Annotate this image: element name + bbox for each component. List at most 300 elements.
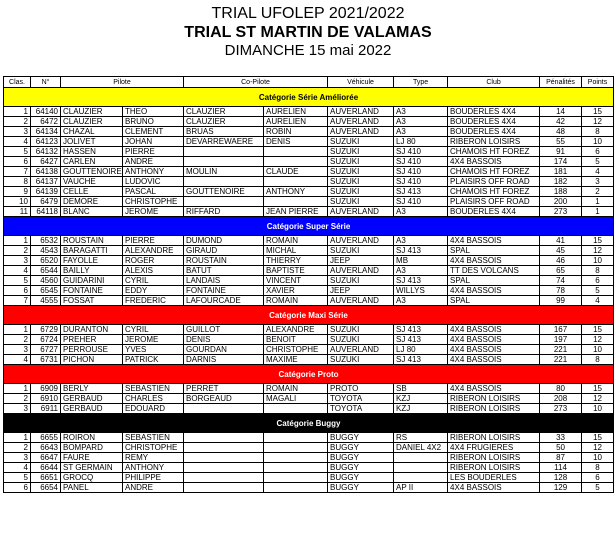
table-row [4, 325, 614, 335]
table-row [4, 286, 614, 296]
cell-copilot-lastname: LANDAIS [184, 276, 264, 286]
col-header-rank: Clas. [4, 77, 31, 88]
cell-type [394, 463, 448, 473]
cell-pilot-lastname: BLANC [61, 207, 123, 217]
cell-club: RIBERON LOISIRS [448, 463, 540, 473]
cell-pilot-lastname: JOLIVET [61, 137, 123, 147]
cell-points: 15 [582, 236, 614, 246]
cell-copilot-lastname [184, 443, 264, 453]
cell-copilot-lastname: CLAUZIER [184, 117, 264, 127]
category-title: Catégorie Super Série [4, 217, 614, 236]
table-row [4, 117, 614, 127]
cell-vehicle: SUZUKI [328, 157, 394, 167]
cell-penalties: 188 [540, 187, 582, 197]
cell-rank: 3 [4, 127, 31, 137]
cell-copilot-firstname: MAGALI [264, 394, 328, 404]
cell-penalties: 46 [540, 256, 582, 266]
cell-vehicle: BUGGY [328, 483, 394, 493]
cell-rank: 6 [4, 286, 31, 296]
cell-penalties: 14 [540, 107, 582, 117]
cell-vehicle: BUGGY [328, 443, 394, 453]
cell-points: 5 [582, 483, 614, 493]
cell-copilot-firstname [264, 453, 328, 463]
cell-penalties: 208 [540, 394, 582, 404]
cell-points: 15 [582, 107, 614, 117]
cell-vehicle: SUZUKI [328, 355, 394, 365]
cell-points: 10 [582, 137, 614, 147]
table-row [4, 207, 614, 217]
category-title: Catégorie Série Améliorée [4, 88, 614, 107]
cell-points: 8 [582, 127, 614, 137]
table-row [4, 246, 614, 256]
cell-penalties: 128 [540, 473, 582, 483]
event-date: DIMANCHE 15 mai 2022 [224, 42, 392, 59]
cell-penalties: 80 [540, 384, 582, 394]
cell-points: 15 [582, 433, 614, 443]
cell-copilot-lastname [184, 463, 264, 473]
cell-penalties: 41 [540, 236, 582, 246]
cell-penalties: 174 [540, 157, 582, 167]
cell-pilot-firstname: FREDERIC [123, 296, 184, 306]
cell-pilot-firstname: PATRICK [123, 355, 184, 365]
cell-pilot-lastname: BAILLY [61, 266, 123, 276]
cell-copilot-lastname: BORGEAUD [184, 394, 264, 404]
cell-penalties: 65 [540, 266, 582, 276]
cell-type: MB [394, 256, 448, 266]
cell-points: 8 [582, 266, 614, 276]
table-row [4, 404, 614, 414]
cell-number: 6643 [31, 443, 61, 453]
cell-vehicle: JEEP [328, 256, 394, 266]
table-row [4, 433, 614, 443]
table-row [4, 355, 614, 365]
cell-club: 4X4 BASSOIS [448, 325, 540, 335]
cell-club: CHAMOIS HT FOREZ [448, 167, 540, 177]
cell-pilot-lastname: FONTAINE [61, 286, 123, 296]
cell-number: 6729 [31, 325, 61, 335]
cell-number: 6427 [31, 157, 61, 167]
cell-penalties: 48 [540, 127, 582, 137]
cell-vehicle: SUZUKI [328, 335, 394, 345]
cell-club: 4X4 BASSOIS [448, 157, 540, 167]
cell-vehicle: SUZUKI [328, 137, 394, 147]
cell-copilot-firstname: VINCENT [264, 276, 328, 286]
cell-copilot-lastname [184, 177, 264, 187]
cell-pilot-lastname: ROUSTAIN [61, 236, 123, 246]
cell-pilot-firstname: JEROME [123, 335, 184, 345]
cell-pilot-firstname: REMY [123, 453, 184, 463]
cell-number: 6545 [31, 286, 61, 296]
cell-copilot-lastname: MOULIN [184, 167, 264, 177]
cell-type: WILLYS [394, 286, 448, 296]
cell-points: 8 [582, 355, 614, 365]
cell-pilot-lastname: GERBAUD [61, 404, 123, 414]
cell-number: 6727 [31, 345, 61, 355]
cell-club: LES BOUDERLES [448, 473, 540, 483]
cell-penalties: 200 [540, 197, 582, 207]
cell-points: 6 [582, 276, 614, 286]
category-header-row [4, 88, 614, 107]
cell-type: A3 [394, 117, 448, 127]
col-header-copilot: Co-Pilote [184, 77, 328, 88]
cell-copilot-lastname [184, 483, 264, 493]
table-row [4, 177, 614, 187]
cell-copilot-firstname [264, 147, 328, 157]
cell-number: 6911 [31, 404, 61, 414]
cell-points: 3 [582, 177, 614, 187]
cell-copilot-firstname: JEAN PIERRE [264, 207, 328, 217]
cell-pilot-firstname: CLEMENT [123, 127, 184, 137]
cell-pilot-firstname: PIERRE [123, 236, 184, 246]
cell-type [394, 473, 448, 483]
cell-type: SJ 413 [394, 276, 448, 286]
cell-club: CHAMOIS HT FOREZ [448, 187, 540, 197]
table-row [4, 236, 614, 246]
cell-pilot-lastname: ST GERMAIN [61, 463, 123, 473]
col-header-number: N° [31, 77, 61, 88]
table-row [4, 335, 614, 345]
cell-copilot-lastname: DUMOND [184, 236, 264, 246]
cell-pilot-lastname: DEMORE [61, 197, 123, 207]
cell-penalties: 87 [540, 453, 582, 463]
cell-points: 10 [582, 453, 614, 463]
cell-penalties: 221 [540, 345, 582, 355]
cell-copilot-firstname [264, 443, 328, 453]
cell-pilot-lastname: CLAUZIER [61, 107, 123, 117]
cell-pilot-lastname: FAURE [61, 453, 123, 463]
cell-type: A3 [394, 107, 448, 117]
cell-points: 12 [582, 335, 614, 345]
cell-type: LJ 80 [394, 345, 448, 355]
cell-rank: 7 [4, 167, 31, 177]
table-row [4, 463, 614, 473]
cell-club: BOUDERLES 4X4 [448, 117, 540, 127]
cell-type: SJ 410 [394, 167, 448, 177]
cell-club: BOUDERLES 4X4 [448, 107, 540, 117]
cell-vehicle: SUZUKI [328, 276, 394, 286]
table-row [4, 167, 614, 177]
cell-copilot-firstname: ROMAIN [264, 296, 328, 306]
cell-points: 6 [582, 473, 614, 483]
cell-rank: 7 [4, 296, 31, 306]
cell-copilot-lastname: RIFFARD [184, 207, 264, 217]
cell-club: CHAMOIS HT FOREZ [448, 147, 540, 157]
cell-club: 4X4 BASSOIS [448, 384, 540, 394]
table-row [4, 443, 614, 453]
cell-number: 6644 [31, 463, 61, 473]
cell-type: A3 [394, 266, 448, 276]
cell-pilot-firstname: ANTHONY [123, 167, 184, 177]
cell-vehicle: BUGGY [328, 463, 394, 473]
cell-number: 4543 [31, 246, 61, 256]
cell-copilot-lastname: FONTAINE [184, 286, 264, 296]
cell-copilot-lastname: GOUTTENOIRE [184, 187, 264, 197]
cell-rank: 2 [4, 117, 31, 127]
cell-pilot-lastname: BOMPARD [61, 443, 123, 453]
col-header-club: Club [448, 77, 540, 88]
cell-copilot-firstname [264, 404, 328, 414]
cell-penalties: 221 [540, 355, 582, 365]
cell-vehicle: SUZUKI [328, 197, 394, 207]
cell-number: 6520 [31, 256, 61, 266]
cell-rank: 6 [4, 157, 31, 167]
table-row [4, 187, 614, 197]
cell-rank: 6 [4, 483, 31, 493]
cell-copilot-lastname [184, 157, 264, 167]
cell-copilot-lastname [184, 404, 264, 414]
cell-vehicle: SUZUKI [328, 246, 394, 256]
cell-copilot-firstname: CLAUDE [264, 167, 328, 177]
cell-copilot-lastname: ROUSTAIN [184, 256, 264, 266]
cell-rank: 4 [4, 266, 31, 276]
cell-rank: 3 [4, 256, 31, 266]
cell-penalties: 78 [540, 286, 582, 296]
cell-club: PLAISIRS OFF ROAD [448, 197, 540, 207]
event-title: TRIAL ST MARTIN DE VALAMAS [184, 24, 432, 41]
cell-pilot-firstname: JEROME [123, 207, 184, 217]
cell-rank: 1 [4, 433, 31, 443]
cell-club: SPAL [448, 276, 540, 286]
table-row [4, 256, 614, 266]
cell-club: RIBERON LOISIRS [448, 404, 540, 414]
cell-points: 1 [582, 197, 614, 207]
cell-type: DANIEL 4X2 [394, 443, 448, 453]
cell-points: 12 [582, 246, 614, 256]
cell-rank: 5 [4, 473, 31, 483]
cell-copilot-firstname: ANTHONY [264, 187, 328, 197]
cell-rank: 3 [4, 453, 31, 463]
cell-vehicle: AUVERLAND [328, 236, 394, 246]
cell-points: 10 [582, 345, 614, 355]
category-title: Catégorie Proto [4, 365, 614, 384]
category-title: Catégorie Maxi Série [4, 306, 614, 325]
cell-pilot-firstname: BRUNO [123, 117, 184, 127]
cell-copilot-firstname [264, 473, 328, 483]
cell-penalties: 273 [540, 404, 582, 414]
cell-pilot-lastname: CHAZAL [61, 127, 123, 137]
category-header-row [4, 365, 614, 384]
cell-rank: 1 [4, 236, 31, 246]
cell-number: 6479 [31, 197, 61, 207]
cell-pilot-lastname: GROCQ [61, 473, 123, 483]
cell-club: 4X4 BASSOIS [448, 286, 540, 296]
cell-pilot-firstname: PHILIPPE [123, 473, 184, 483]
cell-rank: 11 [4, 207, 31, 217]
cell-pilot-firstname: YVES [123, 345, 184, 355]
cell-copilot-lastname: BATUT [184, 266, 264, 276]
cell-points: 12 [582, 394, 614, 404]
cell-type: A3 [394, 296, 448, 306]
cell-number: 6724 [31, 335, 61, 345]
cell-pilot-firstname: CYRIL [123, 325, 184, 335]
cell-pilot-firstname: CHARLES [123, 394, 184, 404]
cell-copilot-firstname [264, 157, 328, 167]
table-row [4, 197, 614, 207]
cell-type: AP II [394, 483, 448, 493]
cell-type: KZJ [394, 394, 448, 404]
cell-copilot-lastname: DEVARREWAERE [184, 137, 264, 147]
cell-copilot-firstname: BENOIT [264, 335, 328, 345]
category-title: Catégorie Buggy [4, 414, 614, 433]
cell-number: 4555 [31, 296, 61, 306]
cell-points: 1 [582, 207, 614, 217]
col-header-points: Points [582, 77, 614, 88]
cell-copilot-lastname: DENIS [184, 335, 264, 345]
table-row [4, 483, 614, 493]
cell-pilot-lastname: GUIDARINI [61, 276, 123, 286]
cell-vehicle: AUVERLAND [328, 207, 394, 217]
cell-pilot-lastname: FOSSAT [61, 296, 123, 306]
cell-type: SJ 410 [394, 197, 448, 207]
table-header-row [4, 77, 614, 88]
cell-club: SPAL [448, 296, 540, 306]
cell-penalties: 114 [540, 463, 582, 473]
cell-copilot-firstname [264, 463, 328, 473]
cell-type: SJ 410 [394, 147, 448, 157]
cell-club: BOUDERLES 4X4 [448, 127, 540, 137]
cell-points: 4 [582, 167, 614, 177]
cell-pilot-lastname: PERROUSE [61, 345, 123, 355]
cell-rank: 2 [4, 246, 31, 256]
cell-vehicle: SUZUKI [328, 167, 394, 177]
cell-pilot-firstname: ANTHONY [123, 463, 184, 473]
table-row [4, 266, 614, 276]
cell-copilot-lastname [184, 433, 264, 443]
cell-penalties: 55 [540, 137, 582, 147]
table-row [4, 137, 614, 147]
cell-pilot-lastname: ROIRON [61, 433, 123, 443]
cell-copilot-lastname: GOURDAN [184, 345, 264, 355]
cell-pilot-firstname: CHRISTOPHE [123, 197, 184, 207]
table-row [4, 453, 614, 463]
cell-pilot-firstname: CYRIL [123, 276, 184, 286]
category-header-row [4, 306, 614, 325]
cell-club: 4X4 FRUGIERES [448, 443, 540, 453]
cell-copilot-lastname: GIRAUD [184, 246, 264, 256]
cell-copilot-firstname [264, 433, 328, 443]
col-header-vehicle: Véhicule [328, 77, 394, 88]
cell-type: A3 [394, 236, 448, 246]
cell-vehicle: AUVERLAND [328, 107, 394, 117]
cell-type: KZJ [394, 404, 448, 414]
cell-club: 4X4 BASSOIS [448, 256, 540, 266]
cell-vehicle: AUVERLAND [328, 127, 394, 137]
cell-pilot-lastname: CLAUZIER [61, 117, 123, 127]
cell-vehicle: JEEP [328, 286, 394, 296]
cell-vehicle: TOYOTA [328, 404, 394, 414]
cell-vehicle: SUZUKI [328, 147, 394, 157]
cell-number: 64140 [31, 107, 61, 117]
cell-vehicle: SUZUKI [328, 177, 394, 187]
cell-points: 5 [582, 157, 614, 167]
cell-rank: 4 [4, 355, 31, 365]
cell-pilot-firstname: PASCAL [123, 187, 184, 197]
cell-copilot-firstname [264, 177, 328, 187]
cell-penalties: 167 [540, 325, 582, 335]
cell-vehicle: PROTO [328, 384, 394, 394]
cell-vehicle: AUVERLAND [328, 117, 394, 127]
cell-rank: 5 [4, 276, 31, 286]
cell-type: SJ 413 [394, 355, 448, 365]
cell-points: 6 [582, 147, 614, 157]
cell-penalties: 197 [540, 335, 582, 345]
cell-number: 6544 [31, 266, 61, 276]
cell-rank: 1 [4, 384, 31, 394]
cell-penalties: 42 [540, 117, 582, 127]
cell-pilot-firstname: ANDRE [123, 483, 184, 493]
results-table [3, 76, 614, 493]
cell-pilot-firstname: EDOUARD [123, 404, 184, 414]
cell-copilot-lastname [184, 453, 264, 463]
cell-copilot-lastname: LAFOURCADE [184, 296, 264, 306]
cell-points: 5 [582, 286, 614, 296]
cell-pilot-firstname: CHRISTOPHE [123, 443, 184, 453]
cell-penalties: 273 [540, 207, 582, 217]
table-row [4, 157, 614, 167]
cell-number: 6909 [31, 384, 61, 394]
table-row [4, 127, 614, 137]
table-row [4, 276, 614, 286]
cell-club: 4X4 BASSOIS [448, 345, 540, 355]
table-row [4, 147, 614, 157]
cell-pilot-firstname: PIERRE [123, 147, 184, 157]
table-row [4, 345, 614, 355]
cell-copilot-firstname: ROBIN [264, 127, 328, 137]
cell-copilot-lastname: DARNIS [184, 355, 264, 365]
cell-club: SPAL [448, 246, 540, 256]
cell-pilot-lastname: BARAGATTI [61, 246, 123, 256]
cell-copilot-firstname: CHRISTOPHE [264, 345, 328, 355]
table-row [4, 107, 614, 117]
table-row [4, 384, 614, 394]
cell-number: 64138 [31, 167, 61, 177]
cell-rank: 3 [4, 345, 31, 355]
cell-club: RIBERON LOISIRS [448, 137, 540, 147]
cell-number: 64132 [31, 147, 61, 157]
cell-pilot-lastname: PANEL [61, 483, 123, 493]
cell-points: 10 [582, 256, 614, 266]
cell-type: A3 [394, 207, 448, 217]
cell-type: SJ 413 [394, 335, 448, 345]
cell-club: 4X4 BASSOIS [448, 483, 540, 493]
cell-points: 12 [582, 443, 614, 453]
col-header-pilot: Pilote [61, 77, 184, 88]
cell-pilot-firstname: JOHAN [123, 137, 184, 147]
cell-vehicle: BUGGY [328, 433, 394, 443]
cell-type: SB [394, 384, 448, 394]
col-header-penalties: Pénalités [540, 77, 582, 88]
cell-copilot-lastname [184, 197, 264, 207]
cell-number: 64134 [31, 127, 61, 137]
cell-vehicle: AUVERLAND [328, 296, 394, 306]
cell-rank: 9 [4, 187, 31, 197]
cell-penalties: 74 [540, 276, 582, 286]
cell-number: 64118 [31, 207, 61, 217]
cell-rank: 1 [4, 107, 31, 117]
cell-copilot-firstname: ROMAIN [264, 236, 328, 246]
cell-number: 6655 [31, 433, 61, 443]
cell-copilot-firstname: THIERRY [264, 256, 328, 266]
cell-club: 4X4 BASSOIS [448, 236, 540, 246]
cell-type: SJ 413 [394, 187, 448, 197]
cell-copilot-firstname: MAXIME [264, 355, 328, 365]
cell-copilot-firstname: AURELIEN [264, 117, 328, 127]
cell-copilot-lastname: GUILLOT [184, 325, 264, 335]
cell-penalties: 45 [540, 246, 582, 256]
cell-pilot-firstname: ANDRE [123, 157, 184, 167]
cell-copilot-firstname [264, 197, 328, 207]
cell-type [394, 453, 448, 463]
